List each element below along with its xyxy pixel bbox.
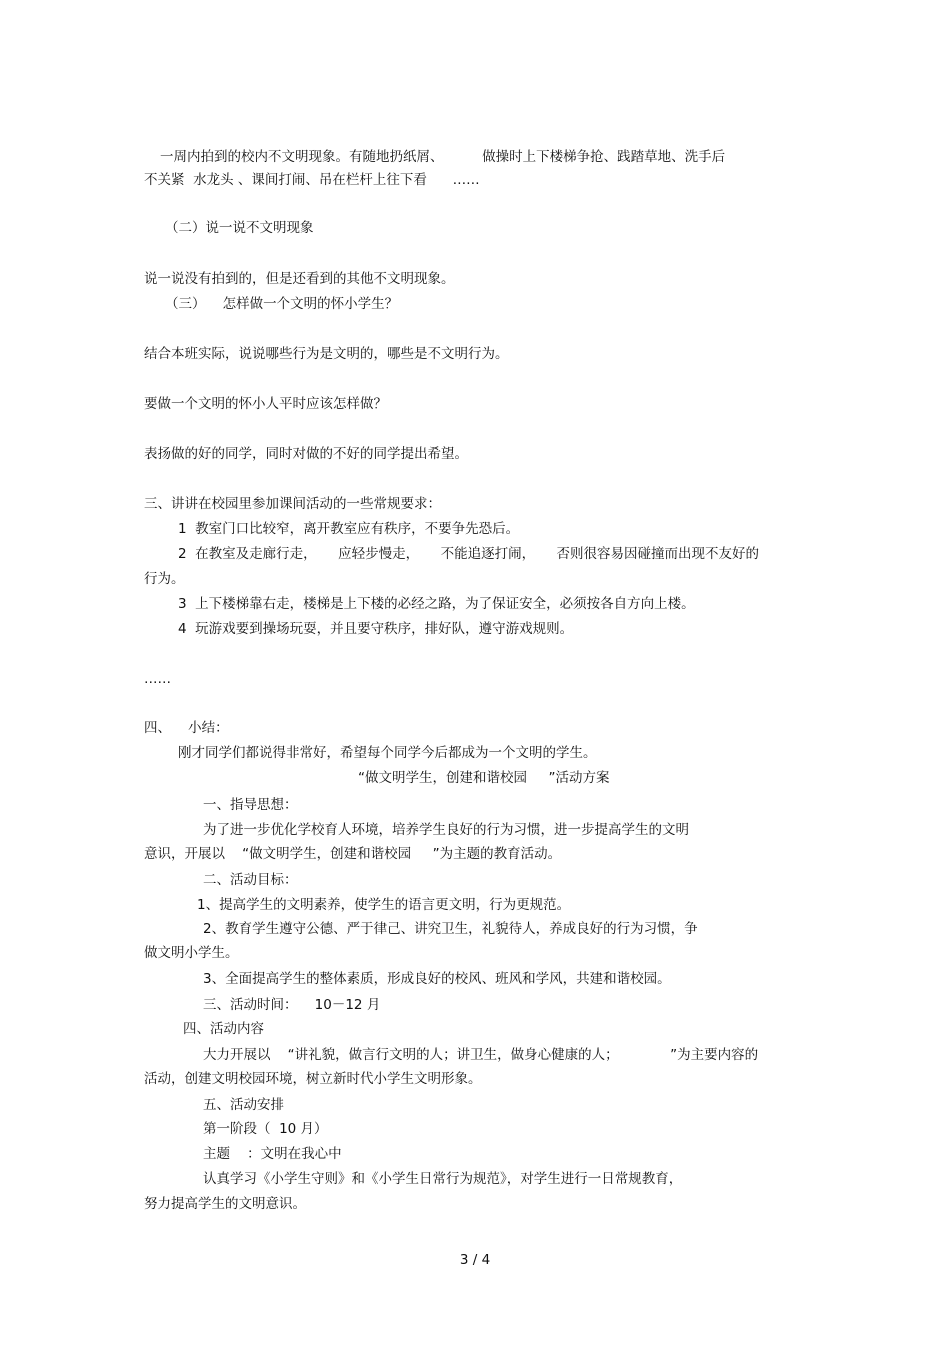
- text-line: 一周内拍到的校内不文明现象。有随地扔纸屑、 做操时上下楼梯争抢、践踏草地、洗手后: [160, 149, 726, 165]
- list-item: 1、提高学生的文明素养，使学生的语言更文明，行为更规范。: [197, 897, 571, 913]
- section-heading: 三、活动时间： 10－12 月: [203, 997, 381, 1013]
- text-line: 要做一个文明的怀小人平时应该怎样做？: [144, 396, 387, 412]
- list-item: 4 玩游戏要到操场玩耍，并且要守秩序，排好队，遵守游戏规则。: [178, 621, 574, 637]
- text-line: 认真学习《小学生守则》和《小学生日常行为规范》，对学生进行一日常规教育，: [203, 1171, 683, 1187]
- list-item: 3、全面提高学生的整体素质，形成良好的校风、班风和学风，共建和谐校园。: [203, 971, 671, 987]
- section-heading: 五、活动安排: [203, 1097, 284, 1113]
- text-line: 为了进一步优化学校育人环境，培养学生良好的行为习惯，进一步提高学生的文明: [203, 822, 689, 838]
- section-heading: 四、 小结：: [144, 720, 229, 736]
- list-item: 2、教育学生遵守公德、严于律己、讲究卫生，礼貌待人，养成良好的行为习惯，争: [203, 921, 698, 937]
- section-heading: 四、活动内容: [183, 1021, 264, 1037]
- list-item: 1 教室门口比较窄，离开教室应有秩序，不要争先恐后。: [178, 521, 520, 537]
- list-item: 2 在教室及走廊行走， 应轻步慢走， 不能追逐打闹， 否则很容易因碰撞而出现不友好的: [178, 546, 760, 562]
- text-line: 刚才同学们都说得非常好，希望每个同学今后都成为一个文明的学生。: [178, 745, 597, 761]
- text-line: 主题 ：文明在我心中: [203, 1146, 342, 1162]
- text-line: （二）说一说不文明现象: [165, 220, 314, 236]
- text-line: 行为。: [144, 571, 185, 587]
- text-line: 不关紧 水龙头 、课间打闹、吊在栏杆上往下看 ……: [144, 172, 480, 188]
- section-heading: 三、讲讲在校园里参加课间活动的一些常规要求：: [144, 496, 441, 512]
- plan-title: “做文明学生，创建和谐校园 ”活动方案: [358, 770, 610, 786]
- text-line: 意识，开展以 “做文明学生，创建和谐校园 ”为主题的教育活动。: [144, 846, 562, 862]
- text-line: 做文明小学生。: [144, 945, 239, 961]
- list-item: 3 上下楼梯靠右走，楼梯是上下楼的必经之路，为了保证安全，必须按各自方向上楼。: [178, 596, 695, 612]
- text-line: 表扬做的好的同学，同时对做的不好的同学提出希望。: [144, 446, 468, 462]
- text-line: 大力开展以 “讲礼貌，做言行文明的人；讲卫生，做身心健康的人； ”为主要内容的: [203, 1047, 759, 1063]
- text-line: 结合本班实际，说说哪些行为是文明的，哪些是不文明行为。: [144, 346, 509, 362]
- text-line: （三） 怎样做一个文明的怀小学生？: [165, 296, 399, 312]
- page-number: 3 / 4: [459, 1252, 491, 1268]
- text-line: 努力提高学生的文明意识。: [144, 1196, 306, 1212]
- text-line: 说一说没有拍到的，但是还看到的其他不文明现象。: [144, 271, 455, 287]
- text-line: 第一阶段（ 10 月）: [203, 1121, 328, 1137]
- section-heading: 一、指导思想：: [203, 797, 298, 813]
- text-line: ……: [144, 671, 171, 687]
- section-heading: 二、活动目标：: [203, 872, 298, 888]
- text-line: 活动，创建文明校园环境，树立新时代小学生文明形象。: [144, 1071, 482, 1087]
